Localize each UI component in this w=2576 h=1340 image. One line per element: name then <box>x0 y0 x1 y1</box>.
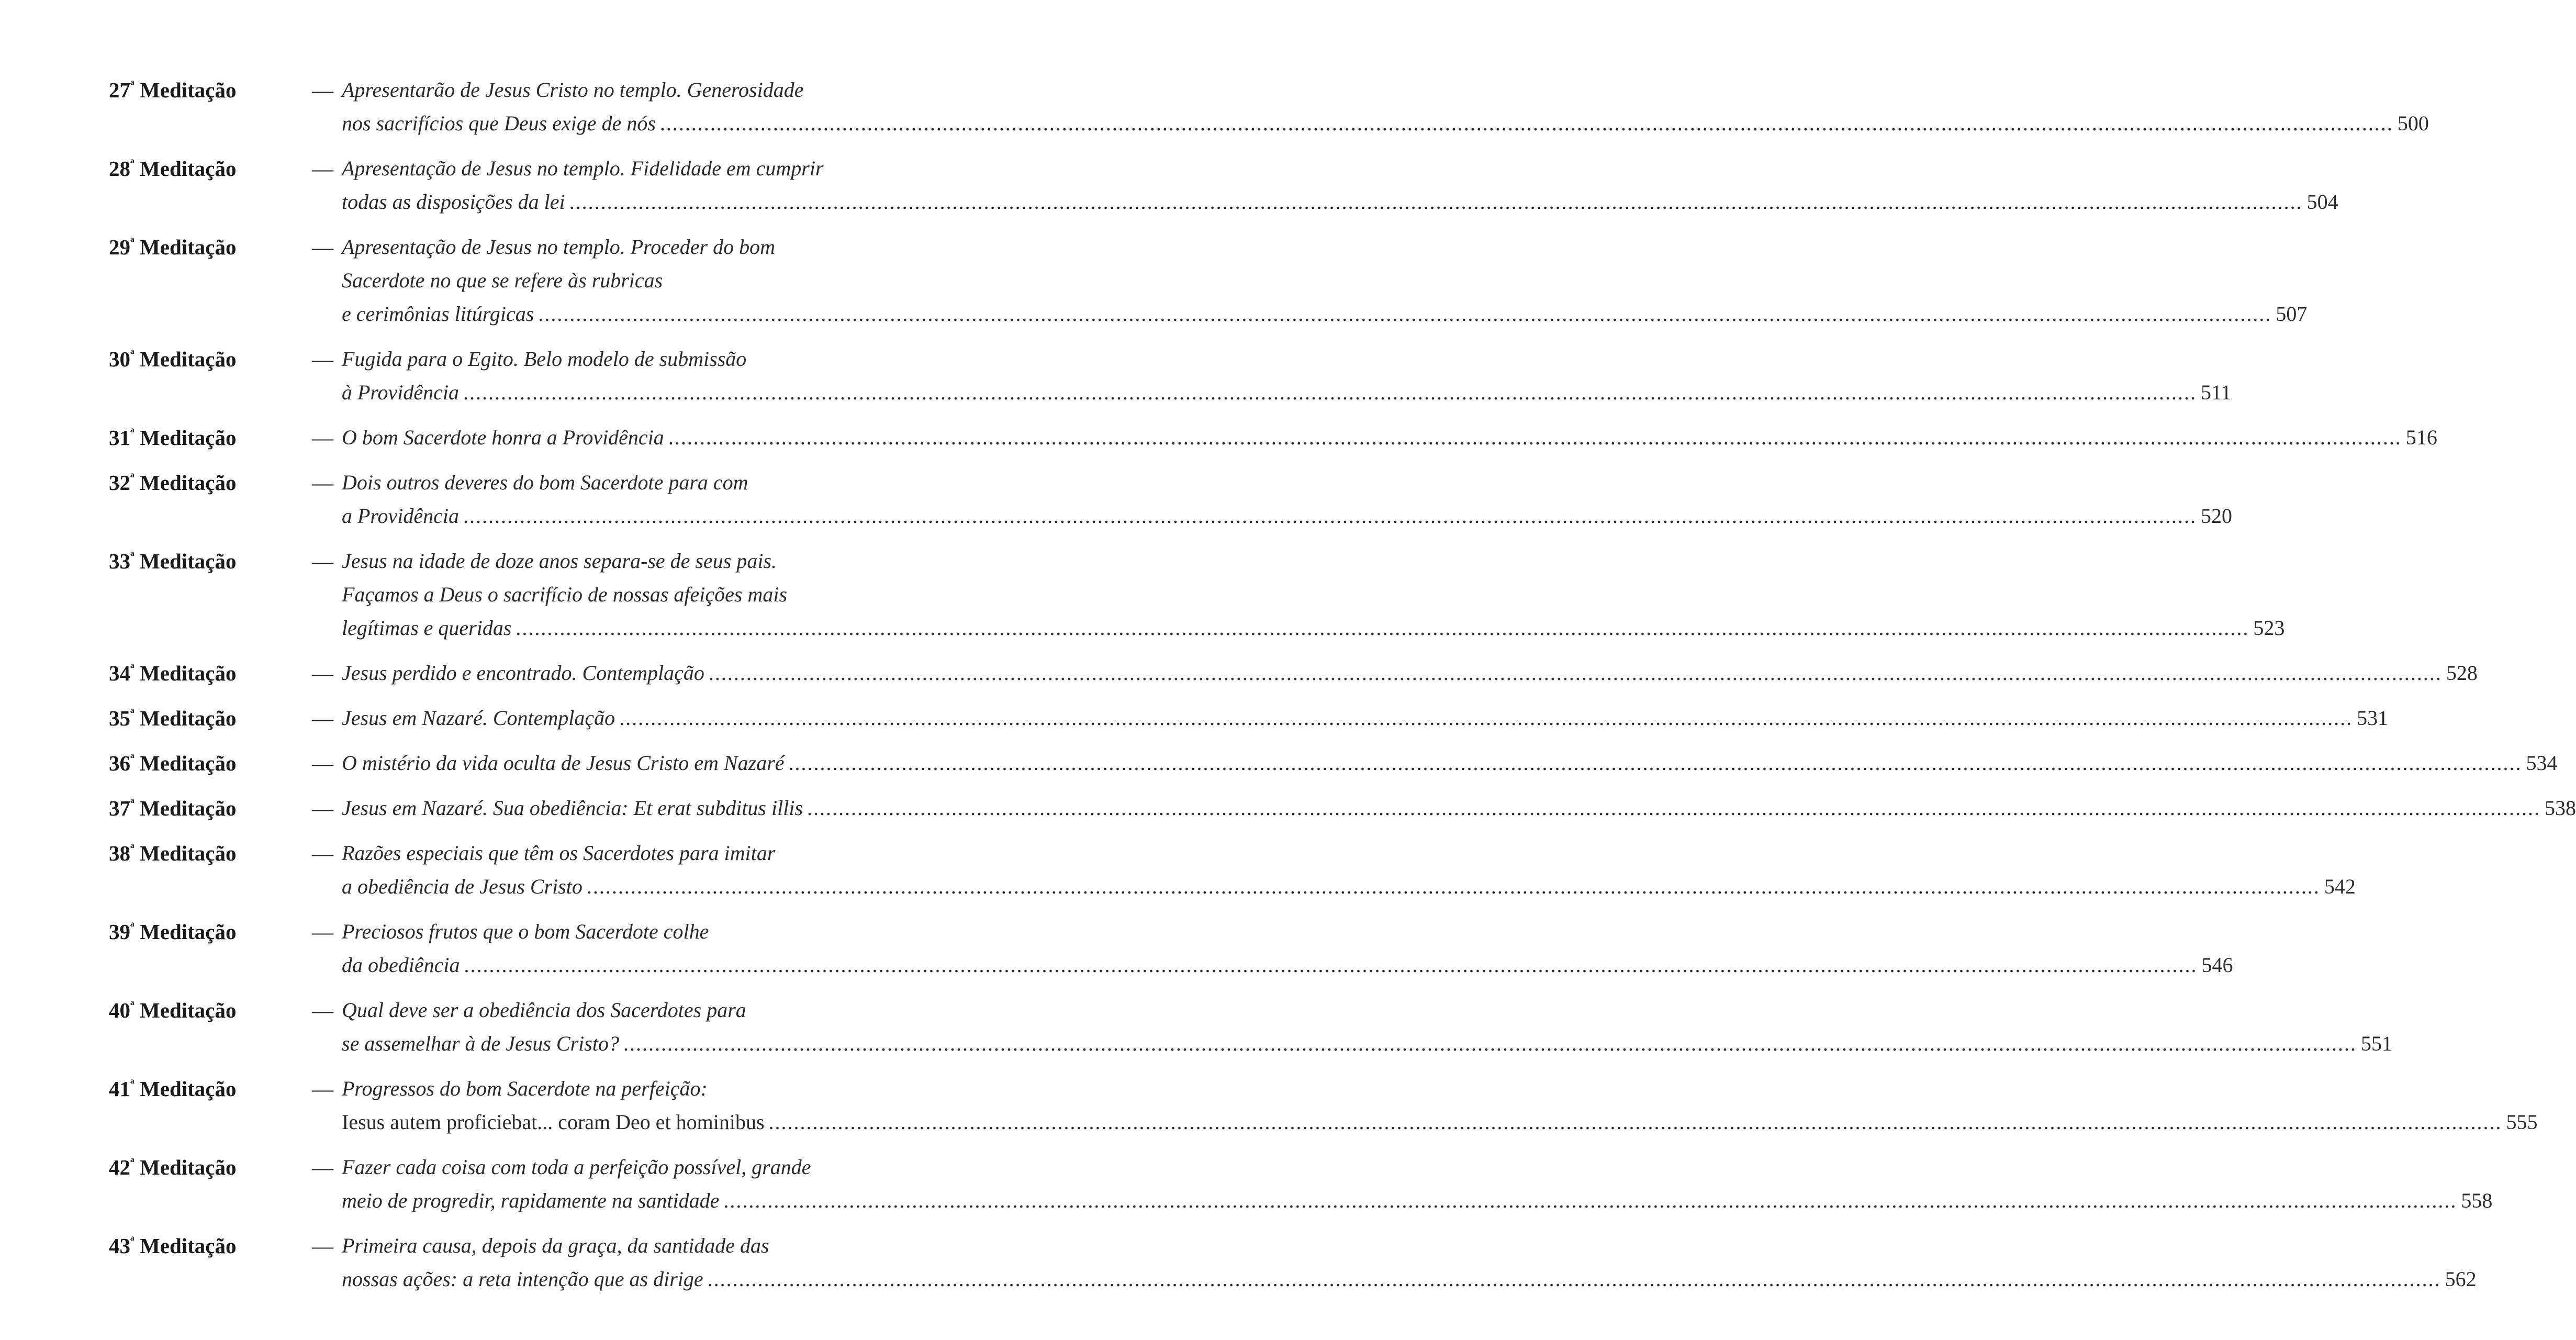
title-text: meio de progredir, rapidamente na santidade <box>342 1189 720 1212</box>
title-last-line <box>339 746 2558 780</box>
title-text: Jesus em Nazaré. Contemplação <box>342 706 615 730</box>
dot-leader <box>569 185 2303 219</box>
meditation-word: Meditação <box>140 751 237 775</box>
toc-entry[interactable] <box>109 836 2356 903</box>
page-number: 516 <box>2405 426 2437 449</box>
entry-title <box>339 152 2338 219</box>
page-number: 562 <box>2445 1267 2477 1291</box>
dot-leader <box>587 870 2320 903</box>
dot-leader <box>516 611 2249 645</box>
em-dash: — <box>312 235 333 259</box>
title-last-line <box>339 791 2576 825</box>
meditation-number: $29^ª$ <box>109 235 135 259</box>
entry-title <box>339 746 2558 780</box>
meditation-word: Meditação <box>140 78 237 102</box>
entry-title <box>339 915 2233 982</box>
title-line: Primeira causa, depois da graça, da santidade das <box>342 1234 769 1257</box>
title-text: nos sacrifícios que Deus exige de nós <box>342 111 656 135</box>
meditation-label <box>109 73 312 107</box>
em-dash: — <box>312 157 333 181</box>
page-number: 520 <box>2201 504 2233 528</box>
em-dash: — <box>312 471 333 495</box>
title-last-line <box>339 185 2338 219</box>
entry-title <box>339 993 2392 1060</box>
meditation-label <box>109 746 312 780</box>
em-dash: — <box>312 920 333 944</box>
entry-title <box>339 1151 2492 1218</box>
title-last-line <box>339 656 2478 690</box>
title-last-line <box>339 1184 2492 1218</box>
dot-leader <box>464 948 2198 982</box>
meditation-number: $43^ª$ <box>109 1234 135 1258</box>
meditation-word: Meditação <box>140 841 237 865</box>
dot-leader <box>769 1106 2502 1139</box>
meditation-word: Meditação <box>140 920 237 944</box>
page-number: 534 <box>2526 751 2558 775</box>
title-text: nossas ações: a reta intenção que as dirige <box>342 1267 703 1291</box>
title-line: Apresentação de Jesus no templo. Fidelidade em cumprir <box>342 157 824 180</box>
dot-leader <box>708 1263 2441 1296</box>
meditation-number: $41^ª$ <box>109 1077 135 1101</box>
entry-title <box>339 656 2478 690</box>
toc-entry[interactable] <box>109 342 2232 409</box>
page-number: 542 <box>2324 875 2356 898</box>
page-number: 511 <box>2201 381 2232 404</box>
toc-entry[interactable] <box>109 746 2558 780</box>
page-number: 558 <box>2461 1189 2493 1212</box>
entry-title <box>339 230 2307 331</box>
meditation-label <box>109 836 312 870</box>
dot-leader <box>463 376 2197 409</box>
em-dash: — <box>312 998 333 1022</box>
title-last-line <box>339 701 2388 735</box>
title-last-line <box>339 1027 2392 1060</box>
meditation-word: Meditação <box>140 796 237 820</box>
page-number: 531 <box>2357 706 2389 730</box>
entry-title <box>339 421 2437 454</box>
title-last-line <box>339 611 2284 645</box>
meditation-label <box>109 342 312 376</box>
toc-entry[interactable] <box>109 993 2392 1060</box>
title-last-line <box>339 1263 2477 1296</box>
meditation-number: $31^ª$ <box>109 426 135 450</box>
table-of-contents <box>109 73 2576 1308</box>
dot-leader <box>619 701 2353 735</box>
title-text: todas as disposições da lei <box>342 190 565 214</box>
entry-title <box>339 544 2284 645</box>
page-number: 523 <box>2253 616 2285 640</box>
meditation-word: Meditação <box>140 347 237 371</box>
em-dash: — <box>312 1234 333 1258</box>
meditation-label <box>109 656 312 690</box>
em-dash: — <box>312 347 333 371</box>
meditation-word: Meditação <box>140 998 237 1022</box>
meditation-number: $38^ª$ <box>109 841 135 865</box>
dot-leader <box>660 107 2393 140</box>
title-line: Fazer cada coisa com toda a perfeição possível, grande <box>342 1155 811 1179</box>
page-number: 500 <box>2397 111 2429 135</box>
title-line: Apresentarão de Jesus Cristo no templo. Generosidade <box>342 78 804 102</box>
meditation-number: $32^ª$ <box>109 471 135 495</box>
entry-title <box>339 791 2576 825</box>
meditation-word: Meditação <box>140 1077 237 1101</box>
title-last-line <box>339 499 2232 533</box>
page-number: 546 <box>2201 953 2233 977</box>
em-dash: — <box>312 1155 333 1179</box>
meditation-label <box>109 701 312 735</box>
toc-entry[interactable] <box>109 915 2233 982</box>
title-last-line <box>339 421 2437 454</box>
entry-title <box>339 1229 2477 1296</box>
meditation-word: Meditação <box>140 426 237 450</box>
em-dash: — <box>312 751 333 775</box>
page-number: 528 <box>2446 661 2478 685</box>
meditation-word: Meditação <box>140 1155 237 1179</box>
meditation-number: $27^ª$ <box>109 78 135 102</box>
meditation-word: Meditação <box>140 549 237 573</box>
toc-entry[interactable] <box>109 791 2576 825</box>
toc-entry[interactable] <box>109 73 2429 140</box>
title-text: a obediência de Jesus Cristo <box>342 875 583 898</box>
meditation-label <box>109 993 312 1027</box>
meditation-word: Meditação <box>140 661 237 685</box>
title-text: O bom Sacerdote honra a Providência <box>342 426 664 449</box>
title-line: Fugida para o Egito. Belo modelo de submissão <box>342 347 747 371</box>
meditation-label <box>109 466 312 499</box>
meditation-label <box>109 152 312 185</box>
entry-title <box>339 466 2232 533</box>
page-number: 538 <box>2545 796 2576 820</box>
em-dash: — <box>312 796 333 820</box>
title-text: O mistério da vida oculta de Jesus Cristo em Nazaré <box>342 751 785 775</box>
em-dash: — <box>312 661 333 685</box>
title-last-line <box>339 297 2307 331</box>
toc-entry[interactable] <box>109 656 2478 690</box>
dot-leader <box>623 1027 2357 1060</box>
title-text: Jesus perdido e encontrado. Contemplação <box>342 661 704 685</box>
title-text: se assemelhar à de Jesus Cristo? <box>342 1032 619 1055</box>
em-dash: — <box>312 706 333 730</box>
meditation-number: $33^ª$ <box>109 549 135 573</box>
entry-title <box>339 701 2388 735</box>
toc-entry[interactable] <box>109 1151 2493 1218</box>
title-text: da obediência <box>342 953 460 977</box>
title-line: Qual deve ser a obediência dos Sacerdotes para <box>342 998 746 1022</box>
entry-title <box>339 342 2232 409</box>
meditation-word: Meditação <box>140 235 237 259</box>
toc-entry[interactable] <box>109 701 2389 735</box>
meditation-word: Meditação <box>140 471 237 495</box>
page-number: 504 <box>2306 190 2338 214</box>
meditation-word: Meditação <box>140 1234 237 1258</box>
title-line: Progressos do bom Sacerdote na perfeição: <box>342 1077 708 1100</box>
title-line: Preciosos frutos que o bom Sacerdote colhe <box>342 920 709 943</box>
meditation-label <box>109 421 312 454</box>
meditation-number: $30^ª$ <box>109 347 135 371</box>
em-dash: — <box>312 426 333 450</box>
toc-entry[interactable] <box>109 230 2308 331</box>
title-line: Dois outros deveres do bom Sacerdote para com <box>342 471 748 494</box>
title-text: a Providência <box>342 504 460 528</box>
title-line: Jesus na idade de doze anos separa-se de seus pais. <box>342 549 777 573</box>
title-text: e cerimônias litúrgicas <box>342 302 534 326</box>
entry-title <box>339 73 2429 140</box>
page-number: 507 <box>2276 302 2308 326</box>
dot-leader <box>723 1184 2457 1218</box>
title-text: Jesus em Nazaré. Sua obediência: Et erat subditus illis <box>342 796 803 820</box>
title-text: Iesus autem proficiebat... coram Deo et hominibus <box>342 1110 765 1134</box>
toc-entry[interactable] <box>109 1072 2538 1139</box>
title-line: Apresentação de Jesus no templo. Proceder do bom <box>342 235 775 259</box>
toc-entry[interactable] <box>109 421 2437 454</box>
title-line: Façamos a Deus o sacrifício de nossas afeições mais <box>342 583 788 606</box>
toc-entry[interactable] <box>109 1229 2477 1296</box>
meditation-word: Meditação <box>140 157 237 181</box>
title-last-line <box>339 870 2356 903</box>
title-line: Razões especiais que têm os Sacerdotes para imitar <box>342 841 776 865</box>
title-last-line <box>339 376 2232 409</box>
page-number: 551 <box>2360 1032 2392 1055</box>
meditation-number: $42^ª$ <box>109 1155 135 1179</box>
em-dash: — <box>312 78 333 102</box>
title-last-line <box>339 948 2233 982</box>
title-text: legítimas e queridas <box>342 616 512 640</box>
toc-entry[interactable] <box>109 466 2233 533</box>
meditation-number: $40^ª$ <box>109 998 135 1022</box>
title-last-line <box>339 107 2429 140</box>
meditation-label <box>109 1072 312 1106</box>
meditation-label <box>109 1151 312 1184</box>
meditation-number: $28^ª$ <box>109 157 135 181</box>
em-dash: — <box>312 1077 333 1101</box>
meditation-word: Meditação <box>140 706 237 730</box>
meditation-label <box>109 791 312 825</box>
entry-title <box>339 836 2356 903</box>
meditation-number: $34^ª$ <box>109 661 135 685</box>
em-dash: — <box>312 841 333 865</box>
meditation-label <box>109 544 312 578</box>
meditation-number: $37^ª$ <box>109 796 135 820</box>
dot-leader <box>789 746 2522 780</box>
page-number: 555 <box>2506 1110 2538 1134</box>
meditation-number: $39^ª$ <box>109 920 135 944</box>
dot-leader <box>538 297 2271 331</box>
dot-leader <box>668 421 2402 454</box>
dot-leader <box>463 499 2197 533</box>
title-last-line <box>339 1106 2538 1139</box>
title-line: Sacerdote no que se refere às rubricas <box>342 269 663 292</box>
meditation-number: $36^ª$ <box>109 751 135 775</box>
em-dash: — <box>312 549 333 573</box>
entry-title <box>339 1072 2538 1139</box>
toc-entry[interactable] <box>109 544 2285 645</box>
meditation-label <box>109 1229 312 1263</box>
title-text: à Providência <box>342 381 460 404</box>
toc-entry[interactable] <box>109 152 2338 219</box>
dot-leader <box>709 656 2442 690</box>
dot-leader <box>807 791 2540 825</box>
meditation-number: $35^ª$ <box>109 706 135 730</box>
meditation-label <box>109 915 312 948</box>
meditation-label <box>109 230 312 264</box>
